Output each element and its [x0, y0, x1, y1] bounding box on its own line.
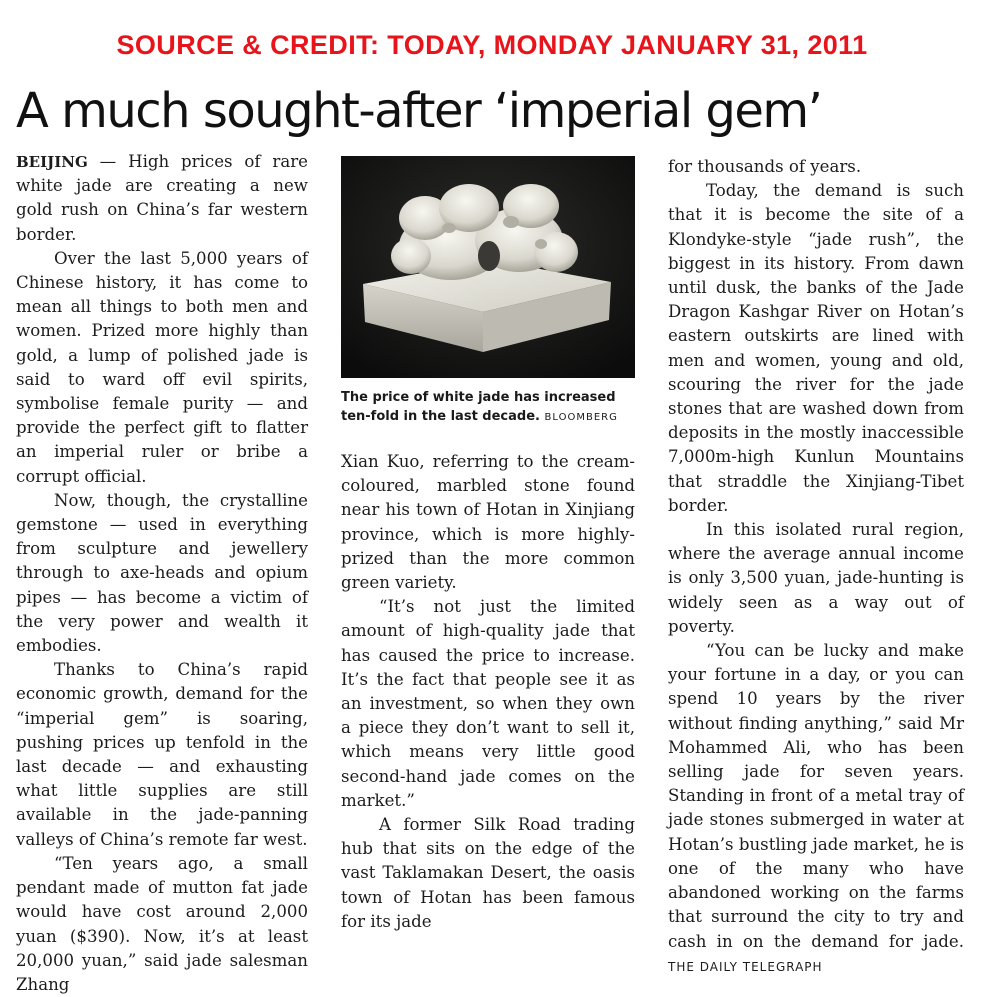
paragraph: Over the last 5,000 years of Chinese history, it has come to mean all things to both men and women. Prized more highly than gold, a lump of polished jade is said to ward off evil spirits, symbolise female purity — and provide the perfect gift to flatter an imperial ruler or bribe a corrupt official.: [16, 248, 308, 486]
paragraph: Today, the demand is such that it is become the site of a Klondyke-style “jade rush”, the biggest in its history. From dawn until dusk, the banks of the Jade Dragon Kashgar River on Hotan’s eastern outskirts are lined with men and women, young and old, scouring the river for the jade stones that are washed down from deposits in the mostly inaccessible 7,000m-high Kunlun Mountains that straddle the Xinjiang-Tibet border.: [668, 181, 964, 515]
dateline: BEIJING: [16, 153, 88, 171]
paragraph-closing: [668, 639, 964, 979]
paragraph: A former Silk Road trading hub that sits on the edge of the vast Taklamakan Desert, the oasis town of Hotan has been famous for its jade: [341, 815, 635, 931]
caption-text: The price of white jade has increased ten-fold in the last decade.: [341, 390, 616, 424]
paragraph: Now, though, the crystalline gemstone — used in everything from sculpture and jewellery through to axe-heads and opium pipes — has become a victim of the very power and wealth it embodies.: [16, 490, 308, 656]
jade-seal-photo: [341, 156, 635, 378]
paragraph: for thousands of years.: [668, 157, 862, 176]
article-column-1: [16, 150, 308, 997]
paragraph: In this isolated rural region, where the average annual income is only 3,500 yuan, jade-hunting is widely seen as a way out of poverty.: [668, 520, 964, 636]
paragraph-text: “You can be lucky and make your fortune in a day, or you can spend 10 years by the river without finding anything,” said Mr Mohammed Ali, who has been selling jade for seven years. Standing in front of a metal tray of jade stones submerged in water at Hotan’s bustling jade market, he is one of the many who have abandoned working on the farms that surround the city to try and cash in on the demand for jade.: [668, 641, 964, 951]
paragraph-text: — High prices of rare white jade are creating a new gold rush on China’s far western border.: [16, 152, 308, 244]
article-source: THE DAILY TELEGRAPH: [668, 959, 823, 974]
article-column-3: [668, 155, 964, 979]
paragraph: “It’s not just the limited amount of high-quality jade that has caused the price to increase. It’s the fact that people see it as an investment, so when they own a piece they don’t want to sell it, which means very little good second-hand jade comes on the market.”: [341, 597, 635, 810]
paragraph: Xian Kuo, referring to the cream-coloured, marbled stone found near his town of Hotan in Xinjiang province, which is more highly-prized than the more common green variety.: [341, 452, 635, 593]
article-column-2: [341, 450, 635, 934]
jade-seal-illustration: [341, 156, 635, 378]
photo-credit: BLOOMBERG: [544, 412, 618, 423]
paragraph-lede: [16, 150, 308, 247]
paragraph: “Ten years ago, a small pendant made of mutton fat jade would have cost around 2,000 yuan ($390). Now, it’s at least 20,000 yuan,” said jade salesman Zhang: [16, 853, 308, 994]
source-credit-line: SOURCE & CREDIT: TODAY, MONDAY JANUARY 31, 2011: [116, 30, 868, 60]
paragraph: Thanks to China’s rapid economic growth, demand for the “imperial gem” is soaring, pushing prices up tenfold in the last decade — and exhausting what little supplies are still available in the jade-panning valleys of China’s remote far west.: [16, 660, 308, 849]
headline: A much sought-after ‘imperial gem’: [16, 83, 822, 139]
photo-caption: [341, 388, 641, 427]
